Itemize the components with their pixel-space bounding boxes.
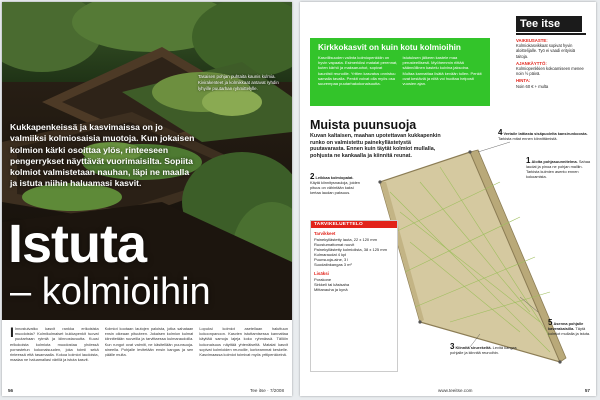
- green-info-box: [310, 38, 490, 106]
- green-box-text-b: Istutuksen jälkeen kastele maa perusteellisesti. Myöhemmin riittää säännöllinen kastelu kuivina jaksoina. Multaa kannattaa lisätä kevään tullen. Penkit ovat kestäviä ja niitä voi huoltaa helposti vuosien ajan.: [402, 55, 482, 87]
- article-subtitle: – kolmioihin: [10, 271, 211, 313]
- materials-heading: TARVIKELUETTELO: [311, 221, 397, 228]
- step-5: 5Asenna pohjalle kaverakaisilla. Täytä kolmiot mullalla ja istuta.: [548, 318, 591, 336]
- right-folio: [585, 388, 590, 393]
- step-3: 3Kiinnitä sirurekeltä. Levitä kangas pohjalle ja kiinnitä reunoihin.: [450, 342, 517, 355]
- extra-item: Porakone: [314, 276, 332, 282]
- green-box-title: Kirkkokasvit on kuin kotu kolmioihin: [318, 43, 461, 52]
- material-item: Suodatinkangas 3 m²: [314, 262, 352, 268]
- left-page-number: 56: [8, 388, 14, 393]
- tee-itse-divider: [516, 33, 586, 35]
- step-2: 2Leikkaa kolmiopalat. Käytä kiinnitysnauloja, joiden pituus on vähintään kaksi kertaa laudan paksuus.: [310, 172, 360, 195]
- photo-caption: Tasaisen pohjan puhtaita kaunis kulmia. Kivirakenteet ja kolmikkaat antavat ryhdin lyhyille puutarhan ryhmittelylle.: [198, 74, 279, 91]
- material-item: Painekyllästetty kolmiolista, 38 x 125 mm: [314, 247, 387, 253]
- tee-item-price: HINTA: Noin 60 € + multa: [516, 78, 549, 89]
- body-column-1: I Innostuivatko kasvit rankka erikoisista muodoista? Kolmikulmaiset kukkapenkit tuovat puutarhaan rytmiä ja kiinnostavuutta. Kuusi erikokoista kolmiota muodostaa yhdessä porrastetun kokonaisuuden, joka toimii sekä rinteessä että tasamaalla. Kokoa kolmiot laudoista, maalaa ne haluamallasi värillä ja istuta kasvit.: [10, 326, 99, 363]
- body-column-2: Kolmiot kootaan lautojen paloista, jotka sahataan ensin oikeaan pituuteen. Jokaisen kolmion kulmat kiinnitetään ruuveilla ja tarvittaessa kulmaraudoilla. Kun rungot ovat valmiit, ne käsitellään puunsuoja-aineella. Pohjalle levitetään ensin kangas ja sen päälle multa.: [104, 326, 194, 358]
- drop-cap: I: [10, 326, 14, 340]
- right-page-number: 57: [584, 388, 590, 393]
- intro-text: Kukkapenkeissä ja kasvimaissa on jo valmiiksi kolmiosaisia muotoja. Kun jokaisen kolmion kärki osoittaa ylös, rinteeseen pengerrykset näyttävät vuorimaisilta. Sopiita kolmiot valmistetaan nauhan, läpi ne maalla ja istuta niihin haluamasi kasvit.: [10, 122, 195, 189]
- section-intro: Kuvan kaltaisen, maahan upotettavan kukkapenkin runko on valmistettu painekyllästetystä puutavarasta. Ennen kuin täytät kolmiot mullalla, pohjusta ne kankaalla ja kiinnitä reunat.: [310, 133, 441, 159]
- tee-item-difficulty: VAIKEUSASTE: Kolmiokasvikkaat sopivat hyvin aloittelijalle. Työ ei vaadi erityisiä taitoja.: [516, 38, 576, 59]
- materials-sub-b: Lisäksi: [314, 270, 329, 276]
- materials-sub-a: Tarvikkeet: [314, 231, 336, 236]
- materials-list-box: [310, 220, 398, 372]
- article-title: Istuta: [8, 214, 147, 274]
- right-page: [300, 2, 596, 396]
- tee-item-time: AJANKÄYTTÖ: Kolmiopenkkien kokoamiseen menee noin ½ päivä.: [516, 60, 584, 77]
- magazine-label: Tee itse · 7/2008: [250, 388, 284, 393]
- material-item: Ruostumattomat ruuvit: [314, 242, 355, 248]
- material-item: Kulmaraudat 4 kpl: [314, 252, 347, 258]
- step-4: 4Vertaile lattiasta sisäpuolelta kansirunkoosta. Tarkista mitat ennen kiinnittämistä.: [498, 128, 588, 141]
- tee-itse-heading: Tee itse: [516, 16, 582, 32]
- body-column-3: Lopuksi kolmiot asetellaan haluttuun kokoonpanoon. Kasvien istuttamisessa kannattaa käyttää samoja lajeja koko ryhmässä. Tällöin kokonaisuus näyttää yhtenäiseltä. Matalat kasvit sopivat kolmioiden reunoille, korkeammat keskelle. Kasvimaassa kolmiot toimivat myös yrttipenkkeinä.: [199, 326, 289, 358]
- material-item: Painekyllästetty lauta, 22 x 120 mm: [314, 237, 377, 242]
- site-url: www.teeitse.com: [438, 388, 473, 393]
- green-box-text-a: Kasvillisuuden valinta kolmiopenkkiin on hyvin vapaata. Esimerkiksi matalat perennat, kuten kärhö ja maksaruohot, sopivat kauniisti reunoille. Yrttien kasvatus onnistuu samalla tavalla. Penkit voivat olla myös osa suurempaa puutarhakokonaisuutta.: [318, 55, 398, 87]
- left-body-text: [10, 326, 288, 384]
- extra-item: Sirkkeli tai käsisaha: [314, 281, 350, 287]
- extra-item: Mittanauha ja kynä: [314, 286, 348, 292]
- material-item: Puunsuoja-aine, 3 l: [314, 257, 349, 263]
- step-1: 1Aloita pohjasuunnitelma. Sahaa laudat ja pinoa ne pohjan malliin. Tarkista kulmien asento ennen kokoamista.: [526, 156, 591, 179]
- left-folio: [8, 388, 13, 393]
- left-page: [2, 2, 292, 396]
- section-title: Muista puunsuoja: [310, 118, 417, 132]
